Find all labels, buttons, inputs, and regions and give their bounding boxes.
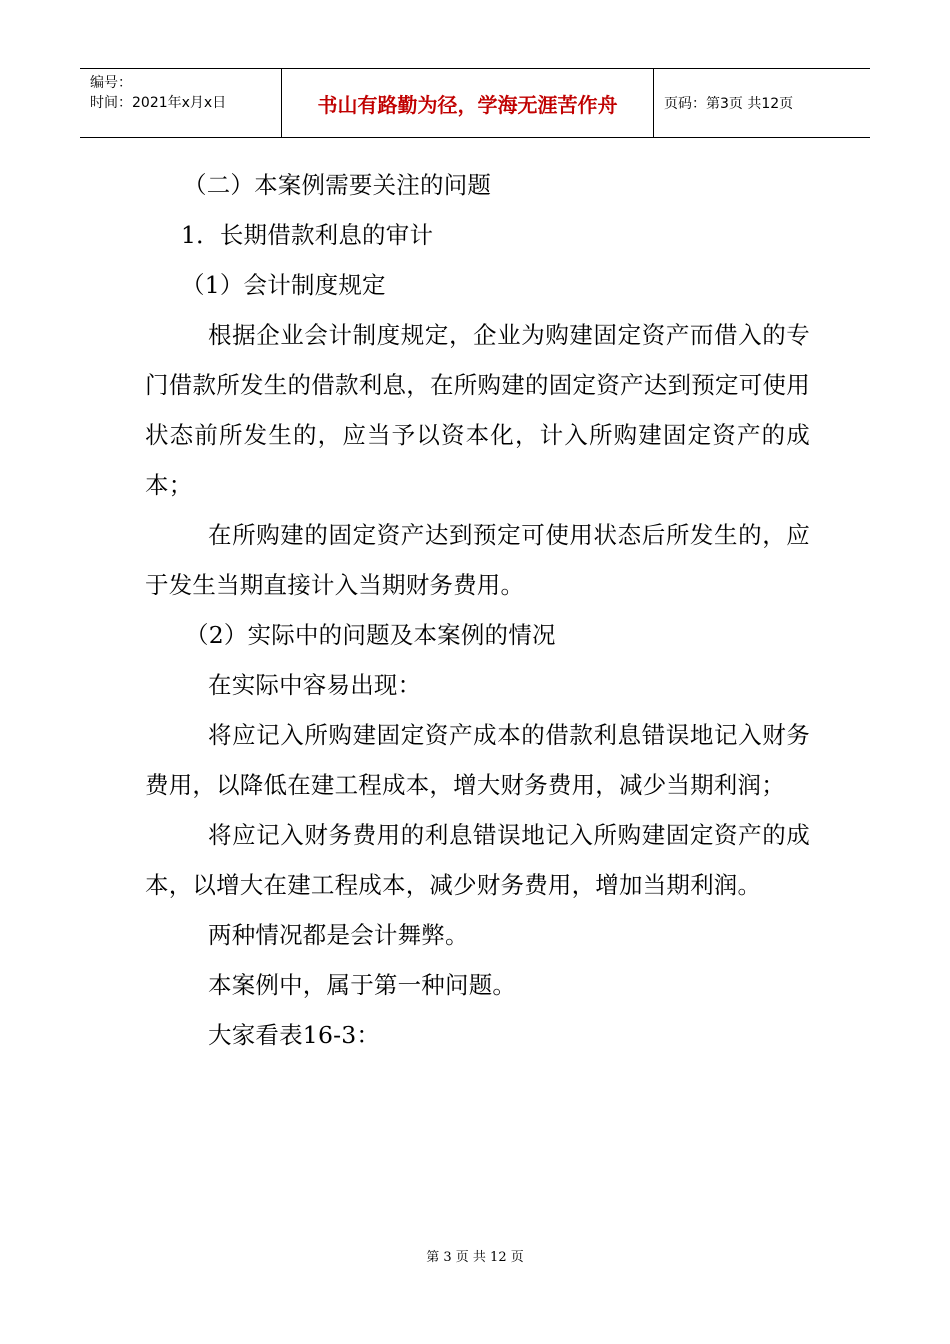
paragraph-case-two: 将应记入财务费用的利息错误地记入所购建固定资产的成本，以增大在建工程成本，减少财务费用，增加当期利润。 <box>145 821 810 899</box>
paragraph-fraud: 两种情况都是会计舞弊。 <box>208 921 469 949</box>
header-motto-cell <box>282 69 654 137</box>
header-page-cell <box>654 69 870 137</box>
paragraph-this-case: 本案例中，属于第一种问题。 <box>208 971 517 999</box>
footer-page-number: 第 3 页 共 12 页 <box>426 1250 524 1265</box>
paragraph-case-one: 将应记入所购建固定资产成本的借款利息错误地记入财务费用，以降低在建工程成本，增大财务费用，减少当期利润； <box>145 721 810 799</box>
paragraph-table-ref: 大家看表16-3： <box>208 1021 381 1049</box>
paragraph-after-use: 在所购建的固定资产达到预定可使用状态后所发生的，应于发生当期直接计入当期财务费用。 <box>145 521 810 599</box>
time-label: 时间：2021年x月x日 <box>90 95 227 111</box>
page-header <box>80 68 870 138</box>
number-label: 编号： <box>90 75 132 91</box>
section-heading: （二）本案例需要关注的问题 <box>183 171 492 199</box>
page-footer <box>0 1246 950 1265</box>
paragraph-regulation: 根据企业会计制度规定，企业为购建固定资产而借入的专门借款所发生的借款利息，在所购建的固定资产达到预定可使用状态前所发生的，应当予以资本化，计入所购建固定资产的成本； <box>145 321 810 499</box>
subheading-practice: （2）实际中的问题及本案例的情况 <box>185 621 556 649</box>
item-heading: 1．长期借款利息的审计 <box>181 221 434 249</box>
document-body <box>145 160 810 1060</box>
header-motto: 书山有路勤为径，学海无涯苦作舟 <box>317 92 618 117</box>
paragraph-practice-intro: 在实际中容易出现： <box>208 671 422 699</box>
subheading-regulation: （1）会计制度规定 <box>181 271 386 299</box>
header-page-info: 页码：第3页 共12页 <box>664 96 794 112</box>
header-meta-cell <box>80 69 282 137</box>
